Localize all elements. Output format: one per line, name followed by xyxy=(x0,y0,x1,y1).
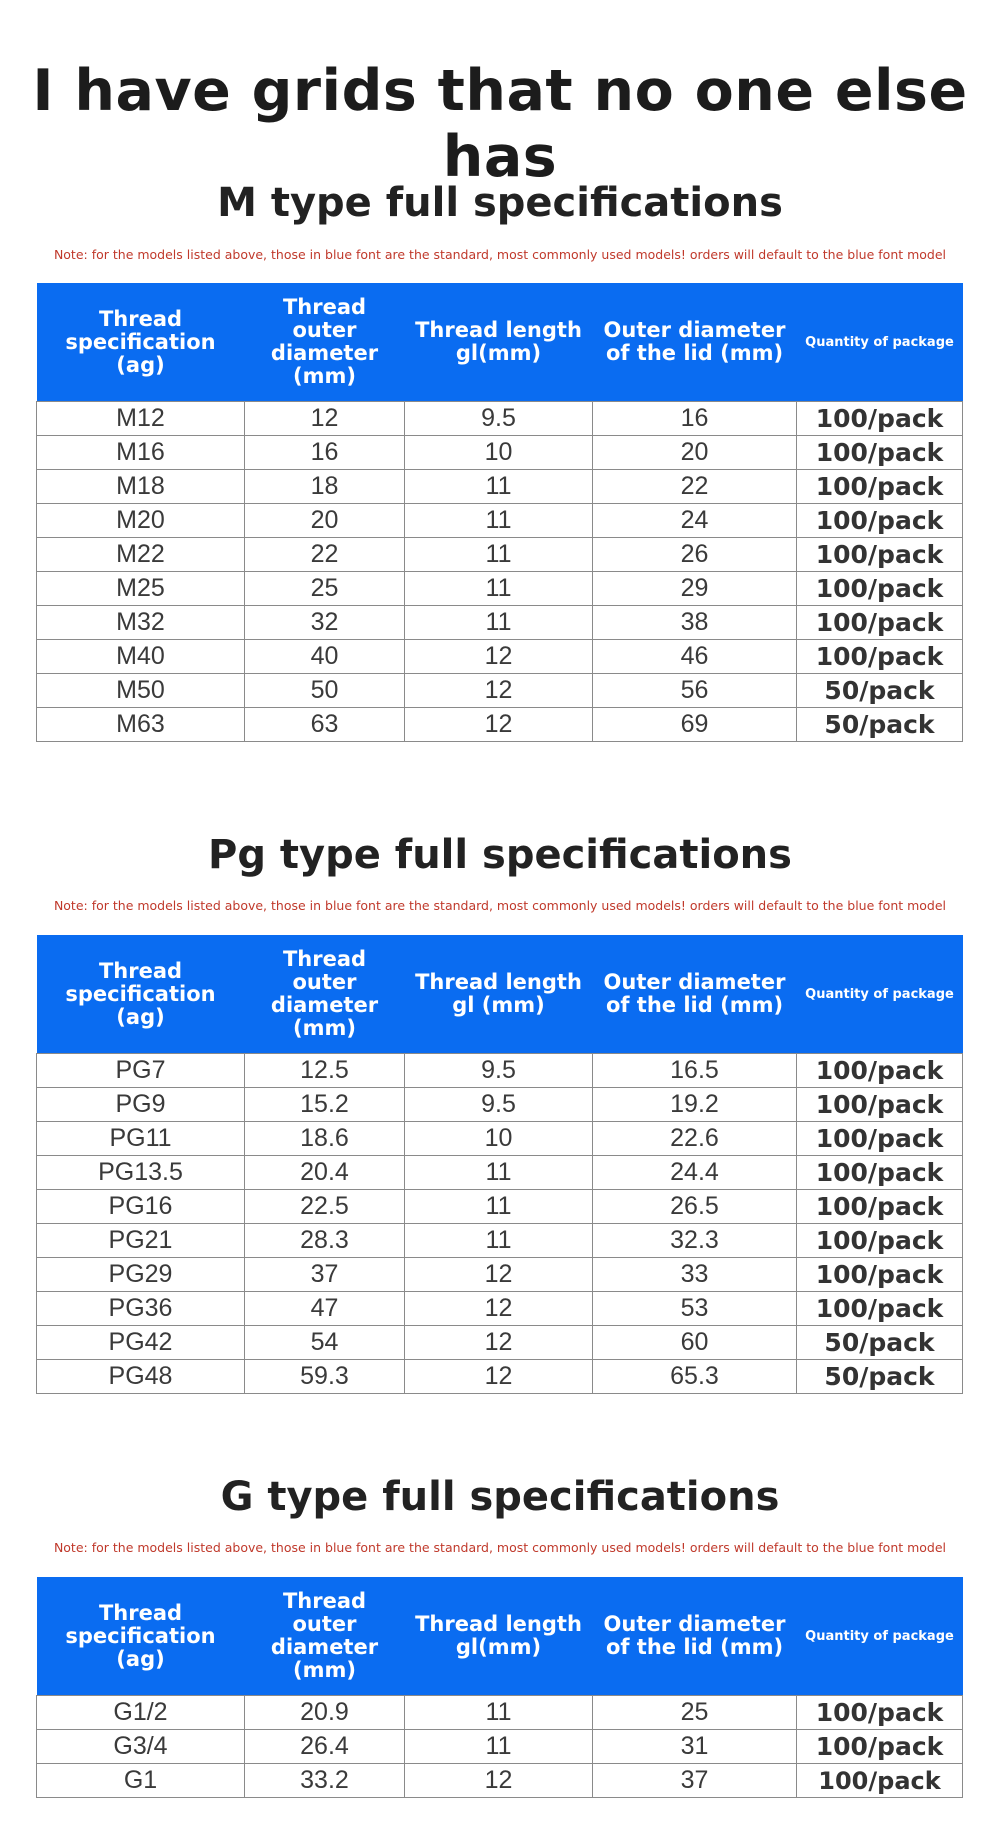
spec-cell: M63 xyxy=(37,708,245,742)
table-row xyxy=(37,1088,963,1122)
header-thread-length: Thread length gl(mm) xyxy=(405,283,593,402)
table-row xyxy=(37,470,963,504)
outer-diameter-cell: 20.4 xyxy=(245,1156,405,1190)
table-row xyxy=(37,1696,963,1730)
table-row xyxy=(37,640,963,674)
thread-length-cell: 12 xyxy=(405,1326,593,1360)
thread-length-cell: 9.5 xyxy=(405,402,593,436)
thread-length-cell: 10 xyxy=(405,1122,593,1156)
outer-diameter-cell: 26.4 xyxy=(245,1730,405,1764)
outer-diameter-cell: 40 xyxy=(245,640,405,674)
lid-diameter-cell: 24.4 xyxy=(593,1156,797,1190)
g-type-title: G type full specifications xyxy=(220,1474,780,1520)
thread-length-cell: 9.5 xyxy=(405,1088,593,1122)
spec-cell: M20 xyxy=(37,504,245,538)
header-quantity: Quantity of package xyxy=(797,283,963,402)
table-header-row xyxy=(37,935,963,1054)
page-title: I have grids that no one else has xyxy=(32,58,968,190)
thread-length-cell: 11 xyxy=(405,606,593,640)
lid-diameter-cell: 46 xyxy=(593,640,797,674)
table-row xyxy=(37,674,963,708)
header-thread-length: Thread length gl (mm) xyxy=(405,935,593,1054)
thread-length-cell: 11 xyxy=(405,538,593,572)
header-quantity: Quantity of package xyxy=(797,935,963,1054)
quantity-cell: 100/pack xyxy=(797,1156,963,1190)
lid-diameter-cell: 32.3 xyxy=(593,1224,797,1258)
outer-diameter-cell: 47 xyxy=(245,1292,405,1326)
spec-cell: PG42 xyxy=(37,1326,245,1360)
table-header-row xyxy=(37,283,963,402)
spec-cell: PG36 xyxy=(37,1292,245,1326)
quantity-cell: 100/pack xyxy=(797,436,963,470)
outer-diameter-cell: 28.3 xyxy=(245,1224,405,1258)
lid-diameter-cell: 26.5 xyxy=(593,1190,797,1224)
thread-length-cell: 9.5 xyxy=(405,1054,593,1088)
table-row xyxy=(37,708,963,742)
table-row xyxy=(37,1122,963,1156)
thread-length-cell: 12 xyxy=(405,1360,593,1394)
outer-diameter-cell: 37 xyxy=(245,1258,405,1292)
outer-diameter-cell: 15.2 xyxy=(245,1088,405,1122)
quantity-cell: 100/pack xyxy=(797,1258,963,1292)
g-type-table xyxy=(36,1577,963,1798)
table-row xyxy=(37,1156,963,1190)
spec-cell: G1 xyxy=(37,1764,245,1798)
spec-cell: PG9 xyxy=(37,1088,245,1122)
header-lid-diameter: Outer diameter of the lid (mm) xyxy=(593,1577,797,1696)
quantity-cell: 100/pack xyxy=(797,1696,963,1730)
header-quantity: Quantity of package xyxy=(797,1577,963,1696)
quantity-cell: 50/pack xyxy=(797,708,963,742)
header-thread-spec: Thread specification (ag) xyxy=(37,1577,245,1696)
table-row xyxy=(37,1730,963,1764)
spec-cell: G3/4 xyxy=(37,1730,245,1764)
pg-type-title: Pg type full specifications xyxy=(208,832,792,878)
spec-cell: PG16 xyxy=(37,1190,245,1224)
spec-cell: M25 xyxy=(37,572,245,606)
quantity-cell: 100/pack xyxy=(797,1224,963,1258)
quantity-cell: 100/pack xyxy=(797,470,963,504)
spec-cell: M18 xyxy=(37,470,245,504)
spec-cell: PG21 xyxy=(37,1224,245,1258)
quantity-cell: 50/pack xyxy=(797,674,963,708)
thread-length-cell: 11 xyxy=(405,470,593,504)
header-lid-diameter: Outer diameter of the lid (mm) xyxy=(593,935,797,1054)
quantity-cell: 100/pack xyxy=(797,1292,963,1326)
quantity-cell: 100/pack xyxy=(797,402,963,436)
header-outer-diameter: Thread outer diameter (mm) xyxy=(245,935,405,1054)
outer-diameter-cell: 59.3 xyxy=(245,1360,405,1394)
lid-diameter-cell: 38 xyxy=(593,606,797,640)
quantity-cell: 100/pack xyxy=(797,1054,963,1088)
lid-diameter-cell: 60 xyxy=(593,1326,797,1360)
quantity-cell: 100/pack xyxy=(797,606,963,640)
outer-diameter-cell: 33.2 xyxy=(245,1764,405,1798)
table-header-row xyxy=(37,1577,963,1696)
table-row xyxy=(37,1258,963,1292)
quantity-cell: 50/pack xyxy=(797,1360,963,1394)
lid-diameter-cell: 20 xyxy=(593,436,797,470)
table-row xyxy=(37,572,963,606)
lid-diameter-cell: 16.5 xyxy=(593,1054,797,1088)
lid-diameter-cell: 65.3 xyxy=(593,1360,797,1394)
quantity-cell: 100/pack xyxy=(797,1764,963,1798)
header-thread-length: Thread length gl(mm) xyxy=(405,1577,593,1696)
outer-diameter-cell: 22.5 xyxy=(245,1190,405,1224)
table-row xyxy=(37,1360,963,1394)
lid-diameter-cell: 33 xyxy=(593,1258,797,1292)
lid-diameter-cell: 31 xyxy=(593,1730,797,1764)
table-row xyxy=(37,504,963,538)
spec-cell: PG29 xyxy=(37,1258,245,1292)
lid-diameter-cell: 24 xyxy=(593,504,797,538)
lid-diameter-cell: 69 xyxy=(593,708,797,742)
header-thread-spec: Thread specification (ag) xyxy=(37,935,245,1054)
spec-cell: M16 xyxy=(37,436,245,470)
thread-length-cell: 11 xyxy=(405,1156,593,1190)
outer-diameter-cell: 18.6 xyxy=(245,1122,405,1156)
quantity-cell: 50/pack xyxy=(797,1326,963,1360)
m-type-title: M type full specifications xyxy=(217,180,783,226)
outer-diameter-cell: 50 xyxy=(245,674,405,708)
lid-diameter-cell: 29 xyxy=(593,572,797,606)
table-row xyxy=(37,1326,963,1360)
spec-cell: G1/2 xyxy=(37,1696,245,1730)
outer-diameter-cell: 22 xyxy=(245,538,405,572)
quantity-cell: 100/pack xyxy=(797,504,963,538)
outer-diameter-cell: 20 xyxy=(245,504,405,538)
pg-type-note: Note: for the models listed above, those in blue font are the standard, most commonly used models! orders will default to the blue font model xyxy=(53,898,947,913)
outer-diameter-cell: 20.9 xyxy=(245,1696,405,1730)
outer-diameter-cell: 32 xyxy=(245,606,405,640)
quantity-cell: 100/pack xyxy=(797,538,963,572)
table-row xyxy=(37,538,963,572)
quantity-cell: 100/pack xyxy=(797,640,963,674)
table-row xyxy=(37,1292,963,1326)
table-row xyxy=(37,1224,963,1258)
outer-diameter-cell: 16 xyxy=(245,436,405,470)
table-row xyxy=(37,1054,963,1088)
lid-diameter-cell: 16 xyxy=(593,402,797,436)
lid-diameter-cell: 19.2 xyxy=(593,1088,797,1122)
thread-length-cell: 11 xyxy=(405,1224,593,1258)
lid-diameter-cell: 53 xyxy=(593,1292,797,1326)
thread-length-cell: 12 xyxy=(405,1292,593,1326)
outer-diameter-cell: 63 xyxy=(245,708,405,742)
table-row xyxy=(37,402,963,436)
quantity-cell: 100/pack xyxy=(797,1122,963,1156)
spec-cell: PG11 xyxy=(37,1122,245,1156)
table-row xyxy=(37,436,963,470)
outer-diameter-cell: 54 xyxy=(245,1326,405,1360)
m-type-note: Note: for the models listed above, those in blue font are the standard, most commonly used models! orders will default to the blue font model xyxy=(53,247,947,262)
lid-diameter-cell: 26 xyxy=(593,538,797,572)
quantity-cell: 100/pack xyxy=(797,572,963,606)
spec-cell: M50 xyxy=(37,674,245,708)
thread-length-cell: 12 xyxy=(405,640,593,674)
lid-diameter-cell: 22.6 xyxy=(593,1122,797,1156)
table-row xyxy=(37,1190,963,1224)
outer-diameter-cell: 12.5 xyxy=(245,1054,405,1088)
thread-length-cell: 11 xyxy=(405,504,593,538)
header-outer-diameter: Thread outer diameter (mm) xyxy=(245,1577,405,1696)
table-row xyxy=(37,606,963,640)
spec-cell: M40 xyxy=(37,640,245,674)
quantity-cell: 100/pack xyxy=(797,1190,963,1224)
g-type-note: Note: for the models listed above, those in blue font are the standard, most commonly used models! orders will default to the blue font model xyxy=(53,1540,947,1555)
header-lid-diameter: Outer diameter of the lid (mm) xyxy=(593,283,797,402)
lid-diameter-cell: 56 xyxy=(593,674,797,708)
quantity-cell: 100/pack xyxy=(797,1088,963,1122)
lid-diameter-cell: 37 xyxy=(593,1764,797,1798)
thread-length-cell: 11 xyxy=(405,572,593,606)
table-row xyxy=(37,1764,963,1798)
pg-type-table xyxy=(36,935,963,1394)
spec-cell: M12 xyxy=(37,402,245,436)
thread-length-cell: 12 xyxy=(405,1258,593,1292)
spec-cell: PG7 xyxy=(37,1054,245,1088)
thread-length-cell: 11 xyxy=(405,1190,593,1224)
outer-diameter-cell: 25 xyxy=(245,572,405,606)
thread-length-cell: 12 xyxy=(405,674,593,708)
spec-cell: PG13.5 xyxy=(37,1156,245,1190)
lid-diameter-cell: 25 xyxy=(593,1696,797,1730)
thread-length-cell: 12 xyxy=(405,1764,593,1798)
quantity-cell: 100/pack xyxy=(797,1730,963,1764)
spec-cell: M22 xyxy=(37,538,245,572)
thread-length-cell: 11 xyxy=(405,1730,593,1764)
header-outer-diameter: Thread outer diameter (mm) xyxy=(245,283,405,402)
lid-diameter-cell: 22 xyxy=(593,470,797,504)
header-thread-spec: Thread specification (ag) xyxy=(37,283,245,402)
spec-cell: M32 xyxy=(37,606,245,640)
thread-length-cell: 10 xyxy=(405,436,593,470)
outer-diameter-cell: 18 xyxy=(245,470,405,504)
thread-length-cell: 11 xyxy=(405,1696,593,1730)
outer-diameter-cell: 12 xyxy=(245,402,405,436)
thread-length-cell: 12 xyxy=(405,708,593,742)
spec-cell: PG48 xyxy=(37,1360,245,1394)
m-type-table xyxy=(36,283,963,742)
